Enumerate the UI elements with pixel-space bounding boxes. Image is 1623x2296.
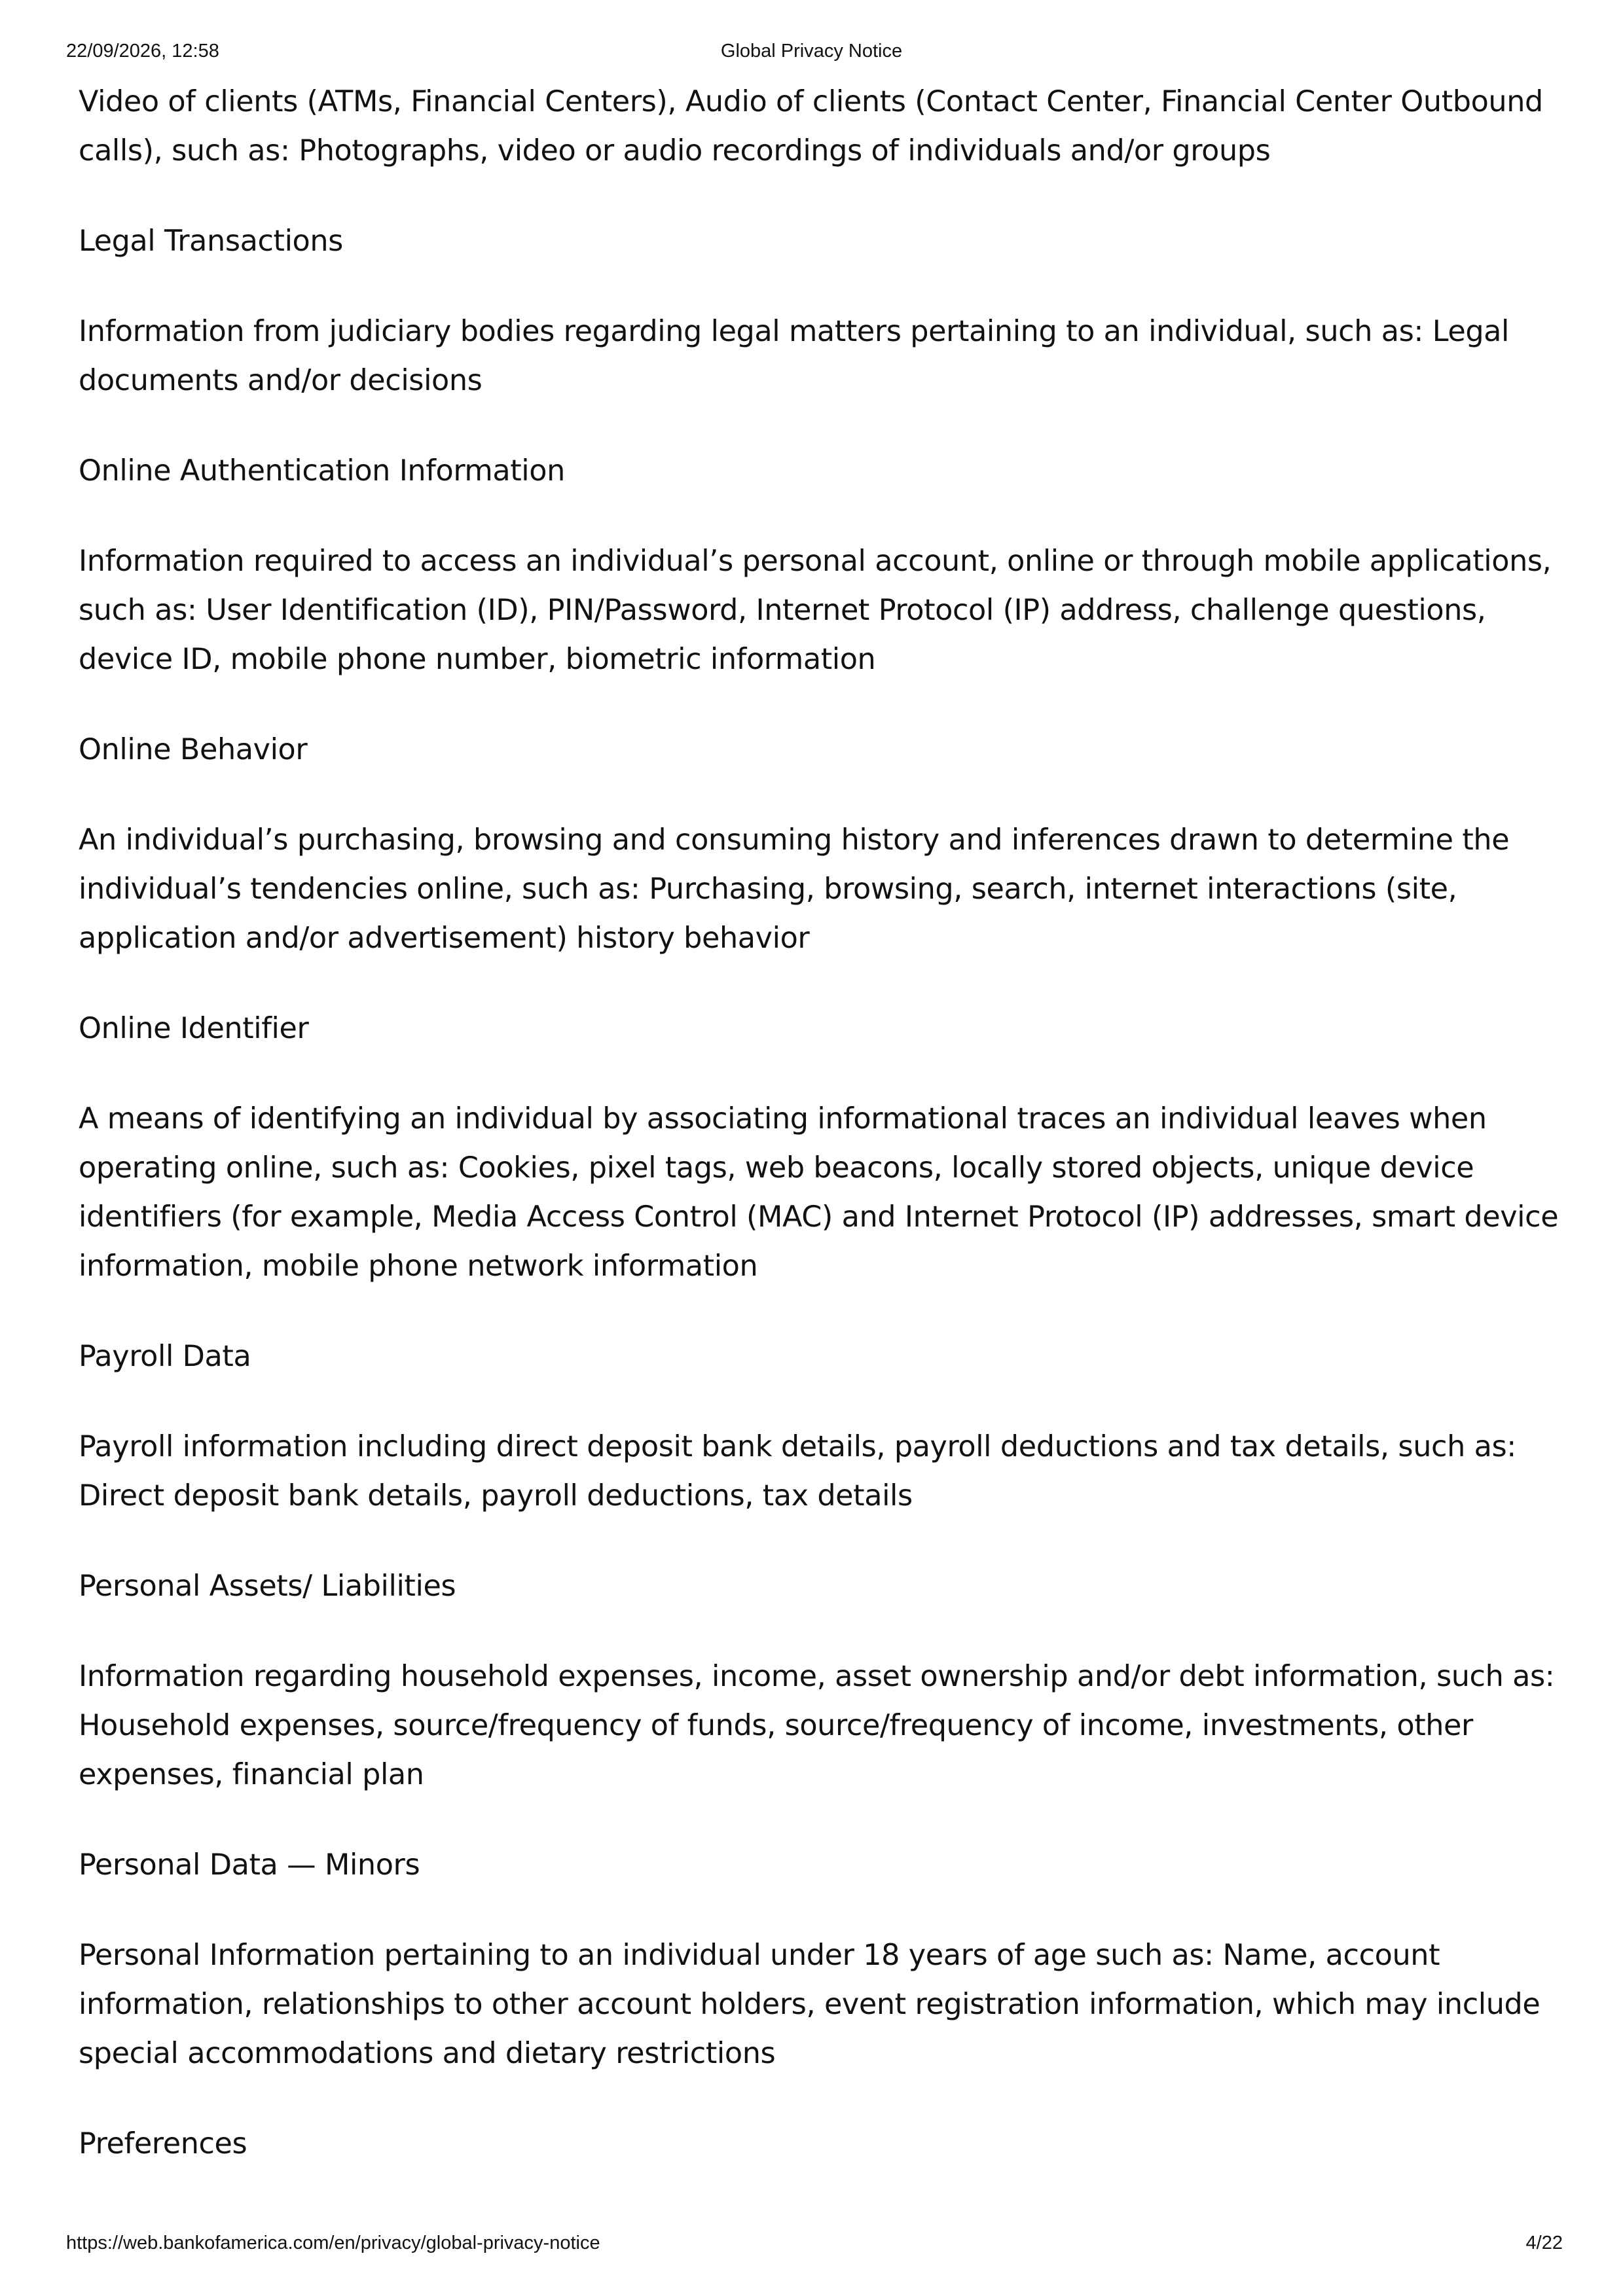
print-datetime: 22/09/2026, 12:58 [66,41,219,62]
print-footer [0,2233,1623,2261]
paragraph: Video of clients (ATMs, Financial Centers), Audio of clients (Contact Center, Financial Center Outbound calls), such as: Photographs, video or audio recordings of individuals and/or groups [79,85,1543,168]
paragraph: An individual’s purchasing, browsing and consuming history and inferences drawn to determine the individual’s tendencies online, such as: Purchasing, browsing, search, internet interactions (site, application and/or advertisement) history behavior [79,823,1510,955]
section-heading: Payroll Data [79,1340,251,1373]
document-body [79,77,1571,2210]
page-url: https://web.bankofamerica.com/en/privacy/global-privacy-notice [66,2233,600,2253]
section-heading: Online Authentication Information [79,454,565,488]
paragraph: Information required to access an individual’s personal account, online or through mobile applications, such as: User Identification (ID), PIN/Password, Internet Protocol (IP) address, challenge questions, device ID, mobile phone number, biometric information [79,545,1552,676]
section-heading: Preferences [79,2127,247,2161]
section-heading: Personal Data — Minors [79,1848,420,1882]
section-heading: Personal Assets/ Liabilities [79,1570,456,1603]
section-heading: Legal Transactions [79,224,343,258]
paragraph: Personal Information pertaining to an individual under 18 years of age such as: Name, account information, relationships to other account holders, event registration information, which may include special accommodations and dietary restrictions [79,1939,1541,2070]
paragraph: Information regarding household expenses, income, asset ownership and/or debt information, such as: Household expenses, source/frequency of funds, source/frequency of income, investments, other expenses, financial plan [79,1660,1555,1791]
print-header [0,41,1623,69]
paragraph: Information from judiciary bodies regarding legal matters pertaining to an individual, such as: Legal documents and/or decisions [79,315,1510,397]
page-number: 4/22 [1525,2233,1563,2253]
page-title: Global Privacy Notice [720,41,903,62]
paragraph: A means of identifying an individual by associating informational traces an individual leaves when operating online, such as: Cookies, pixel tags, web beacons, locally stored objects, unique device identifiers (for example, Media Access Control (MAC) and Internet Protocol (IP) addresses, smart device information, mobile phone network information [79,1102,1559,1283]
section-heading: Online Identifier [79,1012,309,1045]
paragraph: Payroll information including direct deposit bank details, payroll deductions and tax details, such as: Direct deposit bank details, payroll deductions, tax details [79,1430,1516,1513]
section-heading: Online Behavior [79,733,308,766]
